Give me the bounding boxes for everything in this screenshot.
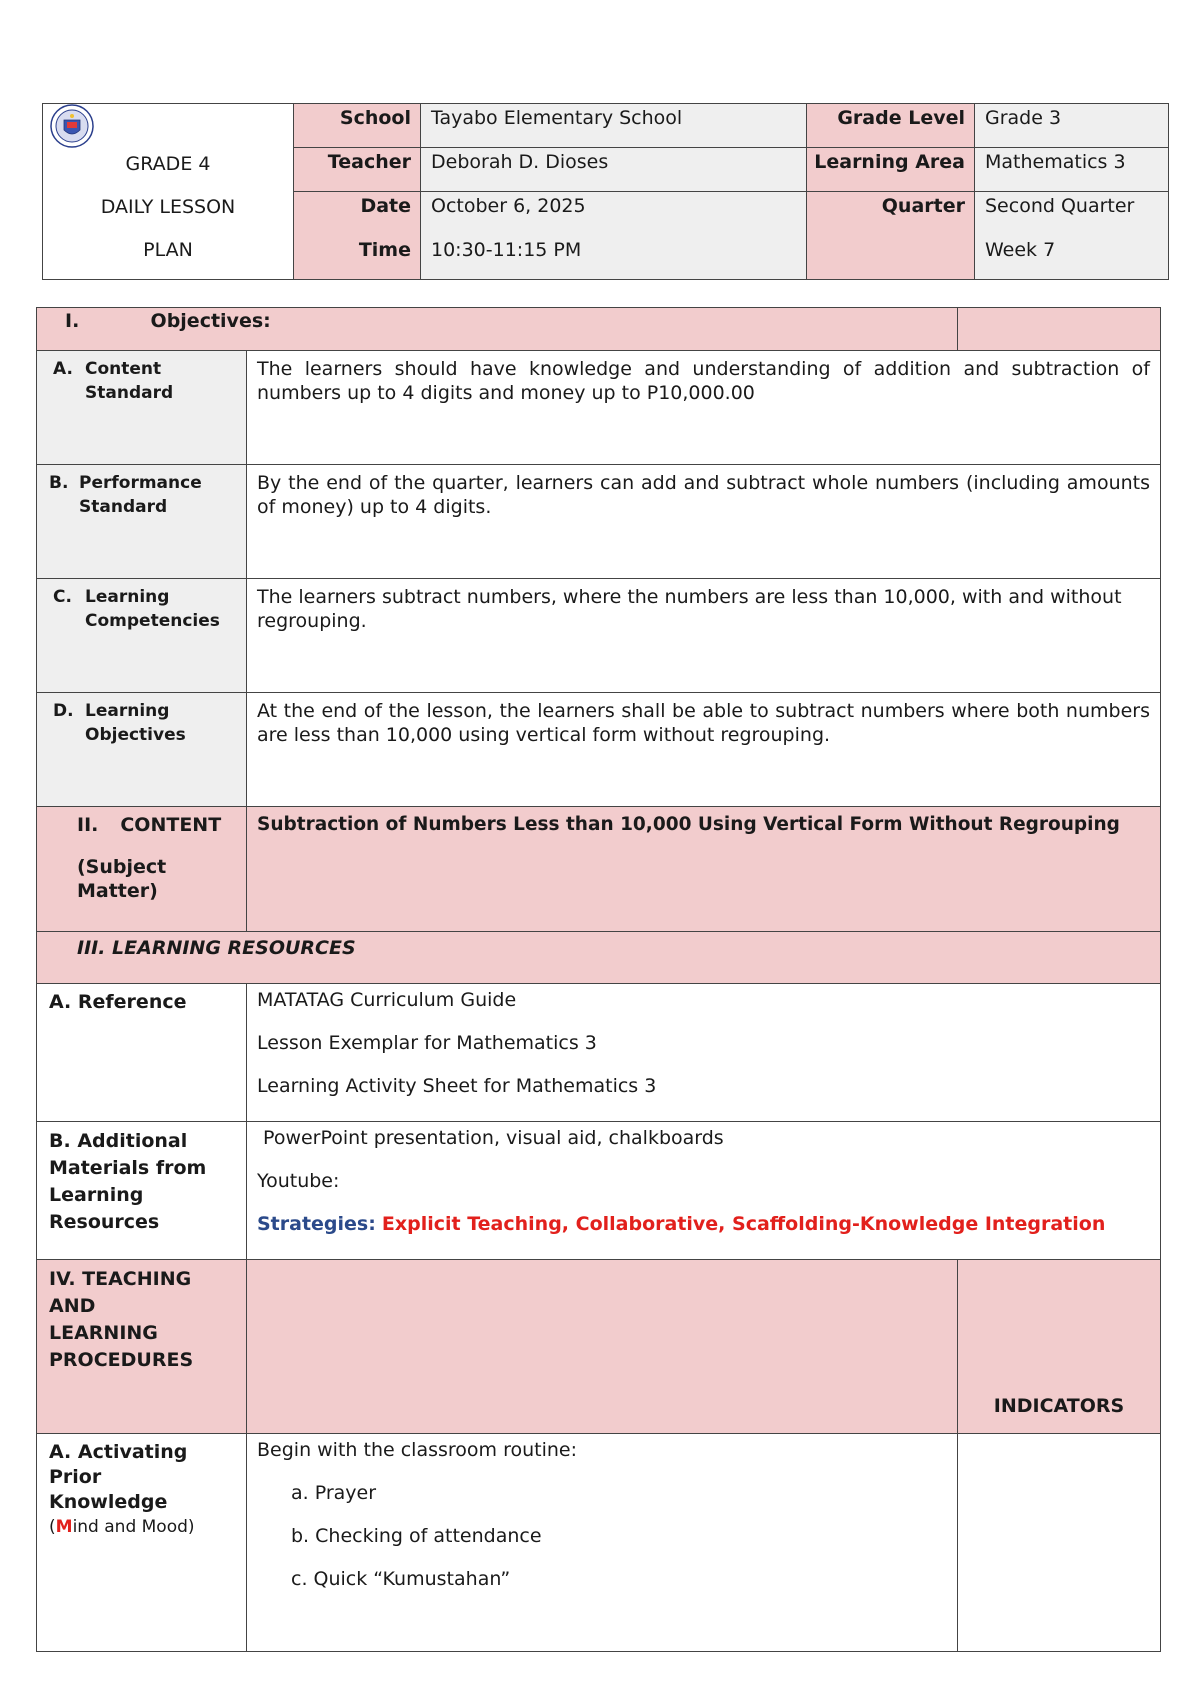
plan-title-line-2: DAILY LESSON [100,196,236,218]
activating-label-2: Knowledge [49,1491,168,1513]
school-label: School [294,104,421,148]
plan-title-line-1: GRADE 4 [125,153,211,175]
activating-indicators [958,1434,1161,1652]
resources-title: III. LEARNING RESOURCES [37,932,1161,984]
additional-label-2: Materials from [49,1157,207,1179]
resources-header-row [37,932,1161,984]
procedures-title-2: LEARNING [49,1322,158,1344]
content-label [37,807,247,932]
learning-competencies-label-1: Learning [85,587,170,607]
plan-title-line-3: PLAN [143,239,193,261]
activating-row [37,1434,1161,1652]
learning-objectives-row [37,693,1161,807]
reference-item-2: Lesson Exemplar for Mathematics 3 [257,1032,597,1054]
content-standard-row [37,351,1161,465]
grade-level-value: Grade 3 [975,104,1169,148]
activating-item-2: b. Checking of attendance [291,1525,542,1547]
additional-materials-row [37,1122,1161,1260]
additional-materials-content [247,1122,1161,1260]
learning-objectives-text: At the end of the lesson, the learners shall be able to subtract numbers where both numbers are less than 10,000 using vertical form without regrouping. [247,693,1161,807]
content-label-text: CONTENT [120,814,222,836]
additional-materials-label [37,1122,247,1260]
strategies-line [257,1212,1150,1255]
content-standard-label-2: Standard [85,383,174,403]
learning-competencies-letter: C. [53,587,72,607]
activating-item-3: c. Quick “Kumustahan” [291,1568,511,1590]
objectives-header-blank [958,308,1161,351]
school-value: Tayabo Elementary School [421,104,807,148]
quarter-value: Second Quarter [975,192,1169,237]
lesson-table [36,307,1161,1652]
activating-label [37,1434,247,1652]
content-standard-letter: A. [53,359,73,379]
objectives-header [37,308,958,351]
date-label: Date [294,192,421,237]
reference-row [37,984,1161,1122]
content-row [37,807,1161,932]
activating-intro: Begin with the classroom routine: [257,1439,577,1461]
procedures-header-row [37,1260,1161,1434]
procedures-title [37,1260,247,1434]
strategies-value: Explicit Teaching, Collaborative, Scaffolding-Knowledge Integration [381,1213,1106,1235]
activating-label-1: A. Activating Prior [49,1441,188,1488]
youtube-text: Youtube: [257,1170,340,1192]
date-value: October 6, 2025 [421,192,807,237]
additional-label-1: B. Additional [49,1130,188,1152]
learning-objectives-label-2: Objectives [85,725,186,745]
plan-title-cell [43,104,294,280]
performance-standard-row [37,465,1161,579]
quarter-label: Quarter [807,192,975,280]
mind-rest: ind and Mood) [72,1517,195,1537]
mind-letter: M [55,1517,73,1537]
objectives-num: I. [65,310,80,332]
teacher-value: Deborah D. Dioses [421,148,807,192]
reference-item-1: MATATAG Curriculum Guide [257,989,517,1011]
performance-standard-label-1: Performance [79,473,202,493]
indicators-header: INDICATORS [958,1260,1161,1434]
performance-standard-label-2: Standard [79,497,168,517]
content-sub-label-1: (Subject [77,856,167,878]
learning-objectives-label [37,693,247,807]
learning-competencies-label-2: Competencies [85,611,220,631]
activating-content [247,1434,958,1652]
objectives-title: Objectives: [150,310,271,332]
time-label: Time [294,236,421,280]
mind-and-mood [49,1517,195,1537]
learning-competencies-label [37,579,247,693]
time-value: 10:30-11:15 PM [421,236,807,280]
content-standard-text: The learners should have knowledge and understanding of addition and subtraction of numbers up to 4 digits and money up to P10,000.00 [247,351,1161,465]
header-table [42,103,1169,280]
reference-list [247,984,1161,1122]
content-sub-label-2: Matter) [77,880,158,902]
content-text: Subtraction of Numbers Less than 10,000 Using Vertical Form Without Regrouping [247,807,1161,932]
learning-area-label: Learning Area [807,148,975,192]
materials-text: PowerPoint presentation, visual aid, chalkboards [257,1127,724,1149]
learning-area-value: Mathematics 3 [975,148,1169,192]
additional-label-3: Learning [49,1184,144,1206]
content-standard-label [37,351,247,465]
teacher-label: Teacher [294,148,421,192]
objectives-header-row [37,308,1161,351]
learning-competencies-row [37,579,1161,693]
performance-standard-letter: B. [49,473,69,493]
additional-label-4: Resources [49,1211,160,1233]
strategies-label: Strategies: [257,1213,376,1235]
learning-objectives-letter: D. [53,701,74,721]
performance-standard-label [37,465,247,579]
grade-level-label: Grade Level [807,104,975,148]
reference-item-3: Learning Activity Sheet for Mathematics 3 [257,1075,657,1097]
content-standard-label-1: Content [85,359,162,379]
mind-open: ( [49,1517,56,1537]
performance-standard-text: By the end of the quarter, learners can add and subtract whole numbers (including amounts of money) up to 4 digits. [247,465,1161,579]
learning-objectives-label-1: Learning [85,701,170,721]
procedures-title-3: PROCEDURES [49,1349,194,1371]
reference-label: A. Reference [37,984,247,1122]
learning-competencies-text: The learners subtract numbers, where the numbers are less than 10,000, with and without regrouping. [247,579,1161,693]
procedures-title-1: IV. TEACHING AND [49,1268,192,1317]
content-num: II. [77,814,99,836]
activating-item-1: a. Prayer [291,1482,377,1504]
procedures-header-blank [247,1260,958,1434]
week-value: Week 7 [975,236,1169,280]
